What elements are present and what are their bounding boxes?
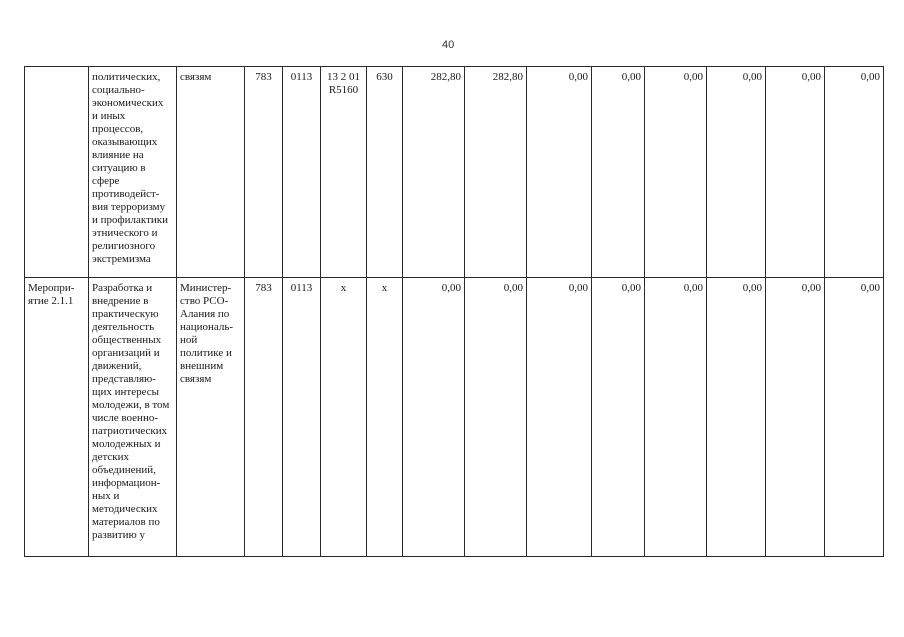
amount-cell: 0,00	[766, 67, 825, 278]
amount-cell: 282,80	[403, 67, 465, 278]
amount-cell: 0,00	[707, 67, 766, 278]
amount-cell: 0,00	[592, 67, 645, 278]
event-description-cell: Разработка и внедрение в практическую деятельность общественных организаций и движений, представляю- щих интересы молодежи, в том числе военно- патриотических молодежных и детских объединений, информацион- ных и методических материалов по развитию у	[89, 278, 177, 557]
executor-cell: связям	[177, 67, 245, 278]
amount-cell: 0,00	[825, 278, 884, 557]
table-row	[25, 67, 884, 278]
grbs-code-cell: 783	[245, 67, 283, 278]
table-row	[25, 278, 884, 557]
page-number: 40	[442, 39, 455, 51]
amount-cell: 0,00	[465, 278, 527, 557]
expense-type-cell: 630	[367, 67, 403, 278]
amount-cell: 0,00	[825, 67, 884, 278]
section-code-cell: 0113	[283, 67, 321, 278]
amount-cell: 0,00	[645, 67, 707, 278]
amount-cell: 0,00	[403, 278, 465, 557]
amount-cell: 0,00	[707, 278, 766, 557]
amount-cell: 0,00	[527, 278, 592, 557]
event-label-cell	[25, 67, 89, 278]
amount-cell: 0,00	[527, 67, 592, 278]
amount-cell: 0,00	[645, 278, 707, 557]
expense-type-cell: x	[367, 278, 403, 557]
amount-cell: 0,00	[766, 278, 825, 557]
amount-cell: 0,00	[592, 278, 645, 557]
executor-cell: Министер- ство РСО- Алания по националь- ной политике и внешним связям	[177, 278, 245, 557]
amount-cell: 282,80	[465, 67, 527, 278]
event-label-cell: Меропри- ятие 2.1.1	[25, 278, 89, 557]
grbs-code-cell: 783	[245, 278, 283, 557]
budget-table	[24, 66, 884, 557]
event-description-cell: политических, социально- экономических и иных процессов, оказывающих влияние на ситуацию в сфере противодейст- вия терроризму и профилактики этнического и религиозного экстремизма	[89, 67, 177, 278]
target-article-cell: x	[321, 278, 367, 557]
section-code-cell: 0113	[283, 278, 321, 557]
target-article-cell: 13 2 01 R5160	[321, 67, 367, 278]
